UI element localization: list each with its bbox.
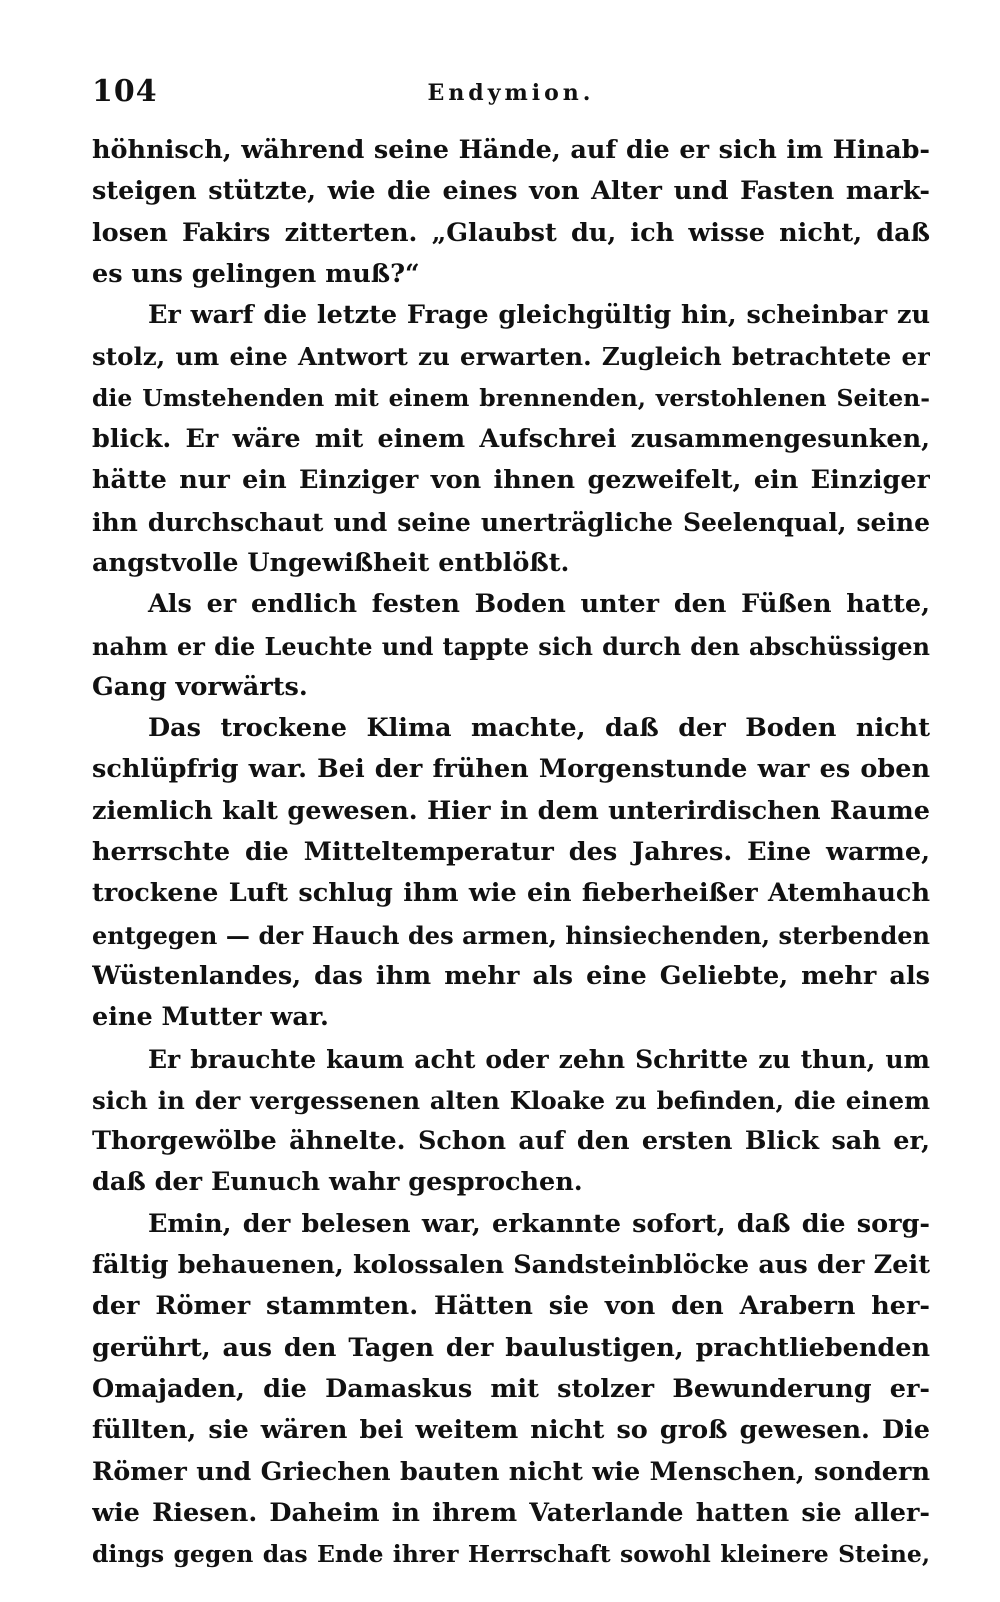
book-page (92, 74, 930, 1569)
text-line: Er brauchte kaum acht oder zehn Schritte zu thun, um (148, 1044, 930, 1074)
text-line: es uns gelingen muß?“ (92, 258, 420, 289)
page-number: 104 (92, 74, 158, 109)
text-line: fältig behauenen, kolossalen Sandsteinblöcke aus der Zeit (92, 1250, 930, 1281)
text-line: dings gegen das Ende ihrer Herrschaft sowohl kleinere Steine, (92, 1540, 930, 1569)
running-title: Endymion. (427, 80, 595, 106)
text-line: Als er endlich festen Boden unter den Füßen hatte, (148, 589, 930, 620)
text-line: höhnisch, während seine Hände, auf die er sich im Hinab- (92, 135, 930, 165)
text-line: daß der Eunuch wahr gesprochen. (92, 1167, 583, 1198)
text-line: Wüstenlandes, das ihm mehr als eine Geliebte, mehr als (92, 960, 930, 991)
text-line: füllten, sie wären bei weitem nicht so groß gewesen. Die (92, 1415, 930, 1446)
text-line: wie Riesen. Daheim in ihrem Vaterlande hatten sie aller- (92, 1497, 930, 1528)
text-line: entgegen — der Hauch des armen, hinsiechenden, sterbenden (92, 920, 930, 950)
text-line: nahm er die Leuchte und tappte sich durch den abschüssigen (92, 631, 930, 661)
text-line: ihn durchschaut und seine unerträgliche Seelenqual, seine (92, 507, 930, 537)
text-line: angstvolle Ungewißheit entblößt. (92, 547, 570, 578)
text-line: Omajaden, die Damaskus mit stolzer Bewunderung er- (92, 1373, 930, 1404)
text-line: Er warf die letzte Frage gleichgültig hin, scheinbar zu (148, 300, 930, 331)
text-line: ziemlich kalt gewesen. Hier in dem unterirdischen Raume (92, 795, 930, 826)
text-line: Emin, der belesen war, erkannte sofort, daß die sorg- (148, 1208, 930, 1239)
text-line: Thorgewölbe ähnelte. Schon auf den ersten Blick sah er, (92, 1126, 930, 1157)
text-line: herrschte die Mitteltemperatur des Jahres. Eine warme, (92, 837, 930, 868)
text-line: Das trockene Klima machte, daß der Boden nicht (148, 713, 930, 744)
text-line: Gang vorwärts. (92, 671, 308, 702)
body-text (92, 130, 930, 1575)
text-line: hätte nur ein Einziger von ihnen gezweifelt, ein Einziger (92, 465, 930, 496)
text-line: eine Mutter war. (92, 1002, 329, 1033)
text-line: losen Fakirs zitterten. „Glaubst du, ich wisse nicht, daß (92, 217, 930, 248)
text-line: die Umstehenden mit einem brennenden, verstohlenen Seiten- (92, 383, 930, 412)
text-line: steigen stützte, wie die eines von Alter und Fasten mark- (92, 176, 930, 207)
text-line: der Römer stammten. Hätten sie von den Arabern her- (92, 1291, 930, 1322)
text-line: Römer und Griechen bauten nicht wie Menschen, sondern (92, 1456, 930, 1487)
page-header (92, 74, 930, 122)
text-line: stolz, um eine Antwort zu erwarten. Zugleich betrachtete er (92, 342, 930, 372)
text-line: sich in der vergessenen alten Kloake zu befinden, die einem (92, 1085, 930, 1115)
text-line: blick. Er wäre mit einem Aufschrei zusammengesunken, (92, 424, 930, 455)
text-line: gerührt, aus den Tagen der baulustigen, prachtliebenden (92, 1332, 930, 1363)
text-line: trockene Luft schlug ihm wie ein fieberheißer Atemhauch (92, 878, 930, 909)
text-line: schlüpfrig war. Bei der frühen Morgenstunde war es oben (92, 754, 930, 785)
